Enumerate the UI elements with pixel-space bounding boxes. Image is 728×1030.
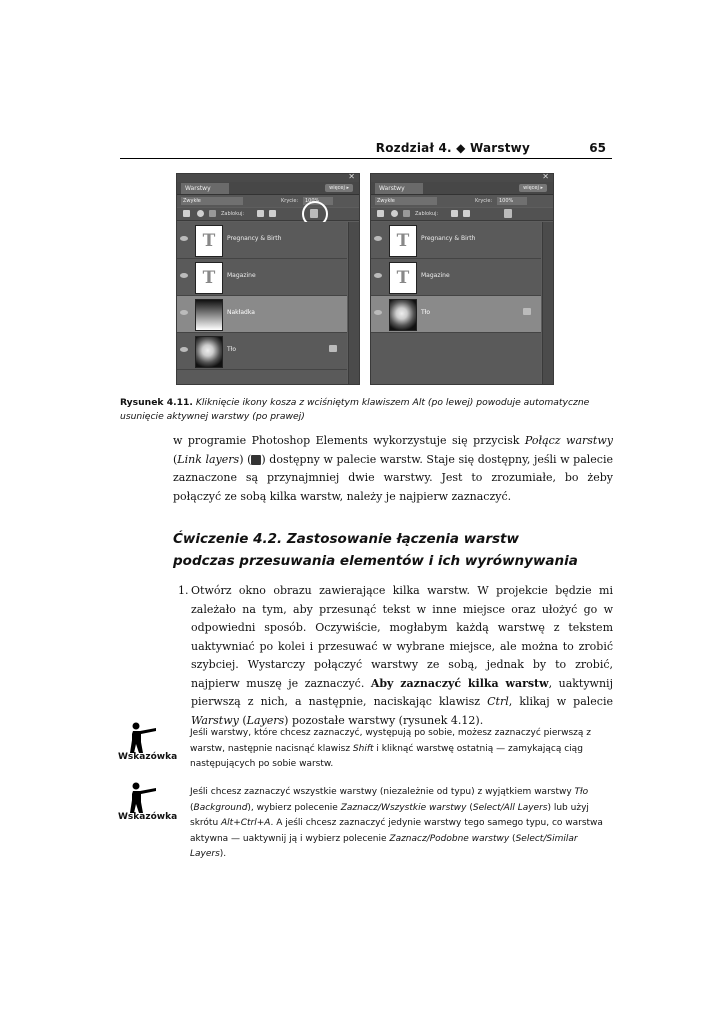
opacity-label: Krycie: bbox=[281, 198, 299, 204]
hint-icon bbox=[118, 722, 178, 772]
pointing-figure-icon bbox=[128, 782, 158, 814]
layer-row[interactable] bbox=[371, 296, 541, 333]
eye-icon[interactable] bbox=[180, 273, 188, 278]
new-layer-icon[interactable] bbox=[377, 210, 384, 217]
layer-name: Pregnancy & Birth bbox=[227, 235, 282, 242]
step-1-text: Otwórz okno obrazu zawierające kilka warstw. W projekcie będzie mi zależało na tym, aby przesunąć tekst w inne miejsce oraz ułożyć go w odpowiedni sposób. Oczywiście, mogłabym każdą warstwę z tekstem uaktywniać po kolei i przesuwać w wybrane miejsce, ale można to zrobić szybciej. Wystarczy połączyć warstwy ze sobą, jednak by to zrobić, najpierw muszę je zaznaczyć. Aby zaznaczyć kilka warstw, uaktywnij pierwszą z nich, a następnie, naciskając klawisz Ctrl, klikaj w palecie Warstwy (Layers) pozostałe warstwy (rysunek 4.12). bbox=[191, 584, 613, 727]
close-icon[interactable]: ✕ bbox=[542, 172, 549, 181]
exercise-heading: Ćwiczenie 4.2. Zastosowanie łączenia warstw podczas przesuwania elementów i ich wyrównywania bbox=[173, 531, 578, 569]
opacity-label: Krycie: bbox=[475, 198, 493, 204]
layer-row[interactable] bbox=[177, 333, 347, 370]
hint-icon-label: Wskazówka bbox=[118, 812, 178, 822]
trash-icon[interactable] bbox=[504, 209, 512, 218]
layer-thumbnail bbox=[195, 299, 223, 331]
eye-icon[interactable] bbox=[374, 273, 382, 278]
layer-name: Magazine bbox=[227, 272, 256, 279]
eye-icon[interactable] bbox=[180, 310, 188, 315]
header-rule bbox=[120, 158, 612, 159]
tab-layers[interactable]: Warstwy bbox=[375, 183, 423, 194]
hint-icon-label: Wskazówka bbox=[118, 752, 178, 762]
layer-row[interactable] bbox=[177, 259, 347, 296]
lock-transparency-icon[interactable] bbox=[257, 210, 264, 217]
more-button[interactable]: więcej ▸ bbox=[325, 184, 353, 192]
adjustment-layer-icon[interactable] bbox=[197, 210, 204, 217]
layer-thumbnail bbox=[389, 299, 417, 331]
eye-icon[interactable] bbox=[374, 310, 382, 315]
pointing-figure-icon bbox=[128, 722, 158, 754]
lock-label: Zablokuj: bbox=[415, 211, 439, 217]
hint-icon bbox=[118, 782, 178, 832]
layer-thumbnail: T bbox=[195, 262, 223, 294]
tab-layers[interactable]: Warstwy bbox=[181, 183, 229, 194]
layer-row[interactable] bbox=[371, 259, 541, 296]
opacity-input[interactable]: 100% bbox=[303, 197, 333, 205]
scrollbar[interactable] bbox=[348, 222, 359, 384]
more-button[interactable]: więcej ▸ bbox=[519, 184, 547, 192]
layer-thumbnail: T bbox=[389, 225, 417, 257]
hint-1-text: Jeśli warstwy, które chcesz zaznaczyć, występują po sobie, możesz zaznaczyć pierwszą z warstw, następnie nacisnąć klawisz Shift i kliknąć warstwę ostatnią — zamykającą ciąg następujących po sobie warstw. bbox=[190, 728, 591, 769]
chapter-title: Rozdział 4. ◆ Warstwy bbox=[375, 141, 530, 155]
layer-row[interactable] bbox=[177, 296, 347, 333]
layer-name: Pregnancy & Birth bbox=[421, 235, 476, 242]
eye-icon[interactable] bbox=[374, 236, 382, 241]
lock-icon bbox=[329, 345, 337, 352]
layer-thumbnail bbox=[195, 336, 223, 368]
caption-label: Rysunek 4.11. bbox=[120, 397, 193, 408]
link-layers-icon[interactable] bbox=[403, 210, 410, 217]
layer-row[interactable] bbox=[371, 222, 541, 259]
lock-icon bbox=[523, 308, 531, 315]
layer-name: Nakładka bbox=[227, 309, 255, 316]
layer-list bbox=[177, 222, 347, 384]
page-number: 65 bbox=[589, 141, 606, 155]
caption-text: Kliknięcie ikony kosza z wciśniętym klawiszem Alt (po lewej) powoduje automatyczne usunięcie aktywnej warstwy (po prawej) bbox=[120, 397, 590, 422]
layer-name: Tło bbox=[421, 309, 431, 316]
layers-palette-right bbox=[370, 173, 554, 385]
layer-thumbnail: T bbox=[195, 225, 223, 257]
layer-list bbox=[371, 222, 541, 384]
blend-mode-select[interactable]: Zwykłe bbox=[375, 197, 437, 205]
lock-all-icon[interactable] bbox=[269, 210, 276, 217]
layer-row[interactable] bbox=[177, 222, 347, 259]
link-layers-icon[interactable] bbox=[209, 210, 216, 217]
scrollbar[interactable] bbox=[542, 222, 553, 384]
lock-all-icon[interactable] bbox=[463, 210, 470, 217]
new-layer-icon[interactable] bbox=[183, 210, 190, 217]
eye-icon[interactable] bbox=[180, 347, 188, 352]
opacity-input[interactable]: 100% bbox=[497, 197, 527, 205]
adjustment-layer-icon[interactable] bbox=[391, 210, 398, 217]
blend-mode-select[interactable]: Zwykłe bbox=[181, 197, 243, 205]
link-layers-icon bbox=[251, 455, 261, 465]
layer-thumbnail: T bbox=[389, 262, 417, 294]
intro-paragraph: w programie Photoshop Elements wykorzystuje się przycisk Połącz warstwy (Link layers) ( ) dostępny w palecie warstw. Staje się dostępny, jeśli w palecie zaznaczone są przynajmniej dwie warstwy. Jest to zrozumiałe, bo żeby połączyć ze sobą kilka warstw, należy je najpierw zaznaczyć. bbox=[173, 434, 613, 503]
lock-transparency-icon[interactable] bbox=[451, 210, 458, 217]
lock-label: Zablokuj: bbox=[221, 211, 245, 217]
step-number: 1. bbox=[178, 584, 189, 597]
eye-icon[interactable] bbox=[180, 236, 188, 241]
layer-name: Tło bbox=[227, 346, 237, 353]
figure-caption bbox=[120, 396, 616, 424]
hint-2-text: Jeśli chcesz zaznaczyć wszystkie warstwy (niezależnie od typu) z wyjątkiem warstwy Tło (Background), wybierz polecenie Zaznacz/Wszystkie warstwy (Select/All Layers) lub użyj skrótu Alt+Ctrl+A. A jeśli chcesz zaznaczyć jedynie warstwy tego samego typu, co warstwa aktywna — uaktywnij ją i wybierz polecenie Zaznacz/Podobne warstwy (Select/Similar Layers). bbox=[190, 787, 603, 859]
close-icon[interactable]: ✕ bbox=[348, 172, 355, 181]
layers-palette-left bbox=[176, 173, 360, 385]
layer-name: Magazine bbox=[421, 272, 450, 279]
